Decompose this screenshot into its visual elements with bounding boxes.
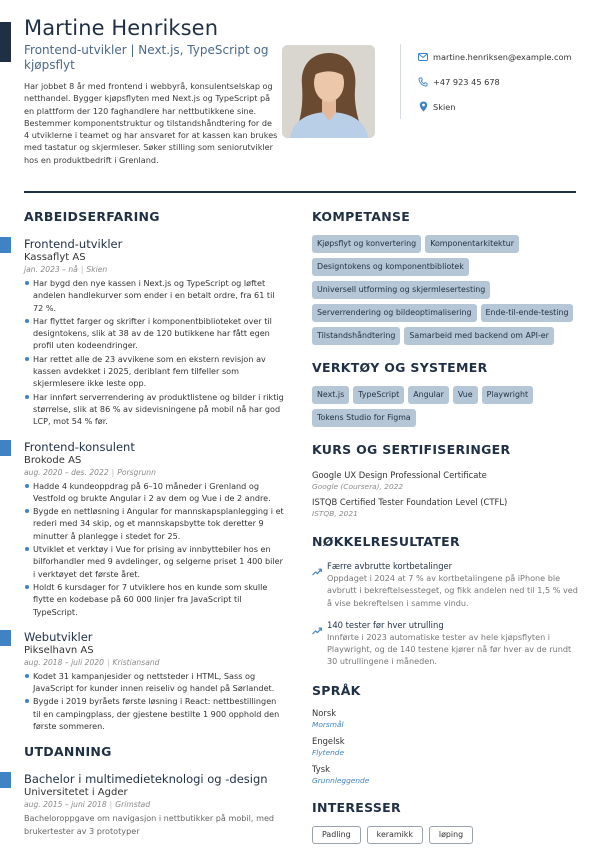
tool-chip: Playwright (482, 386, 533, 404)
interests-heading: INTERESSER (312, 799, 401, 815)
contact-email[interactable] (415, 44, 590, 69)
course-entry (312, 469, 582, 492)
job-location: Skien (86, 265, 108, 274)
results-list (312, 560, 582, 668)
job-marker (0, 440, 11, 456)
meta-separator: | (109, 800, 113, 810)
course-issuer: Google (Coursera), 2022 (312, 482, 404, 491)
job-bullet: Har innført serverrendering av produktlistene og bilder i riktig størrelse, slik at 86 % av sidevisningene på mobil nå har god LCP, mot 54 % før. (24, 391, 286, 428)
meta-separator: | (80, 265, 84, 274)
education-period: aug. 2015 – juni 2018 (24, 800, 107, 810)
tool-chip: Angular (408, 386, 449, 404)
job-bullets (24, 670, 286, 732)
result-description: Innførte i 2023 automatiske tester av hele kjøpsflyten i Playwright, og de 140 testene kjører nå før hver av de rundt 30 utrullingene i måneden. (327, 631, 572, 667)
interests-chips (312, 826, 582, 844)
portrait-image (282, 45, 375, 138)
job-location: Porsgrunn (117, 467, 156, 477)
job-company: Brokode AS (24, 454, 82, 466)
job-bullet: Kodet 31 kampanjesider og nettsteder i HTML, Sass og JavaScript for kunder innen reiseliv og handel på Sørlandet. (24, 670, 286, 695)
job-bullet: Holdt 6 kursdager for 7 utviklere hos en kunde som skulle flytte en kodebase på 60 000 linjer fra JavaScript til TypeScript. (24, 581, 286, 618)
skill-chip: Tilstandshåndtering (312, 327, 400, 345)
header-accent-bar (0, 22, 11, 62)
education-meta (24, 799, 286, 810)
language-level: Morsmål (312, 719, 344, 729)
result-body (327, 560, 582, 609)
interest-chip: løping (429, 826, 473, 844)
job-bullets (24, 480, 286, 618)
skill-chip: Universell utforming og skjermlesertesting (312, 281, 490, 299)
contact-location (415, 94, 590, 119)
tool-chip: Tokens Studio for Figma (312, 409, 416, 427)
courses-heading: KURS OG SERTIFISERINGER (312, 442, 511, 457)
tool-chip: Vue (453, 386, 478, 404)
job-title: Webutvikler (24, 629, 93, 644)
profile-photo (282, 45, 375, 138)
language-name: Engelsk (312, 735, 345, 746)
job-title: Frontend-utvikler (24, 237, 123, 251)
phone-icon (415, 77, 431, 87)
result-title: 140 tester før hver utrulling (327, 619, 444, 630)
mail-icon (415, 53, 431, 61)
education-location: Grimstad (115, 800, 151, 810)
course-issuer: ISTQB, 2021 (312, 509, 358, 518)
job-meta (24, 657, 286, 668)
meta-separator: | (106, 657, 110, 667)
course-entry (312, 496, 582, 519)
email-text: martine.henriksen@example.com (433, 51, 572, 62)
language-entry (312, 763, 582, 786)
languages-list (312, 707, 582, 786)
location-text: Skien (433, 101, 456, 112)
profile-summary: Har jobbet 8 år med frontend i webbyrå, konsulentselskap og netthandel. Bygger kjøpsflyten med Next.js og TypeScript på en plattform der 120 faghandlere har nettbutikkene sine. Bestemmer komponentstruktur og tilstandshåndtering for de 4 utviklerne i teamet og har ansvaret for at kassen kan brukes med tastatur og skjermleser. Søker stilling som seniorutvikler hos en produktbedrift i Grenland. (24, 81, 278, 165)
skill-chip: Komponentarkitektur (425, 235, 519, 253)
result-entry (312, 560, 582, 609)
skills-chips (312, 235, 582, 345)
meta-separator: | (111, 467, 115, 477)
education-entry (24, 772, 286, 837)
experience-list (24, 237, 286, 732)
header (24, 15, 279, 166)
degree-title: Bachelor i multimedieteknologi og -design (24, 772, 268, 787)
job-entry (24, 440, 286, 618)
contact-phone[interactable] (415, 69, 590, 94)
tool-chip: TypeScript (353, 386, 404, 404)
school-name: Universitetet i Agder (24, 787, 128, 799)
job-meta (24, 467, 286, 478)
map-pin-icon (415, 101, 431, 112)
language-entry (312, 707, 582, 730)
job-bullet: Bygde i 2019 byråets første løsning i React: nettbestillingen til en campingplass, der gjestene bestilte 1 900 opphold den første sommeren. (24, 695, 286, 732)
job-period: aug. 2020 – des. 2022 (24, 467, 109, 477)
job-company: Pikselhavn AS (24, 644, 94, 656)
trend-up-icon (312, 560, 327, 609)
job-company: Kassaflyt AS (24, 252, 86, 263)
job-bullet: Har flyttet farger og skrifter i komponentbiblioteket over til designtokens, slik at 38 av de 120 butikkene har fått egen profil uten kodeendringer. (24, 315, 286, 352)
left-column (24, 209, 286, 837)
job-meta (24, 264, 286, 275)
results-heading: NØKKELRESULTATER (312, 534, 460, 549)
language-entry (312, 735, 582, 758)
language-name: Tysk (312, 763, 330, 774)
job-bullet: Har rettet alle de 23 avvikene som en ekstern revisjon av kassen avdekket i 2025, deriblant fem tilfeller som skjermlesere ikke leste opp. (24, 353, 286, 390)
job-period: jan. 2023 – nå (24, 265, 78, 274)
contact-panel (400, 44, 590, 119)
course-name: ISTQB Certified Tester Foundation Level (CTFL) (312, 497, 508, 507)
candidate-title: Frontend-utvikler | Next.js, TypeScript og kjøpsflyt (24, 43, 269, 72)
job-location: Kristiansand (112, 657, 160, 667)
interest-chip: keramikk (367, 826, 423, 844)
course-name: Google UX Design Professional Certificate (312, 470, 487, 480)
job-entry (24, 237, 286, 428)
trend-up-icon (312, 619, 327, 668)
right-column (312, 209, 582, 844)
result-entry (312, 619, 582, 668)
skill-chip: Ende-til-ende-testing (481, 304, 574, 322)
job-period: aug. 2018 – juli 2020 (24, 657, 104, 667)
experience-heading: ARBEIDSERFARING (24, 209, 160, 224)
language-level: Flytende (312, 747, 345, 757)
skill-chip: Designtokens og komponentbibliotek (312, 258, 469, 276)
skill-chip: Serverrendering og bildeoptimalisering (312, 304, 477, 322)
education-description: Bacheloroppgave om navigasjon i nettbutikker på mobil, med brukertester av 3 prototyper (24, 813, 275, 836)
result-title: Færre avbrutte kortbetalinger (327, 561, 453, 571)
result-body (327, 619, 582, 668)
interest-chip: Padling (312, 826, 361, 844)
result-description: Oppdaget i 2024 at 7 % av kortbetalingene på iPhone ble avbrutt i bekreftelsessteget, og fikk andelen ned til 1,5 % ved å vise bekreftelsen i samme vindu. (327, 573, 578, 608)
languages-heading: SPRÅK (312, 682, 361, 698)
education-heading: UTDANNING (24, 744, 112, 760)
education-list (24, 772, 286, 837)
tools-chips (312, 386, 582, 427)
job-bullet: Utviklet et verktøy i Vue for prising av innbyttebiler hos en bilforhandler med 9 avdelinger, og selgerne priset 1 400 biler i verktøyet det første året. (24, 543, 286, 580)
tools-heading: VERKTØY OG SYSTEMER (312, 360, 488, 375)
language-name: Norsk (312, 707, 337, 718)
courses-list (312, 469, 582, 519)
job-bullet: Hadde 4 kundeoppdrag på 6–10 måneder i Grenland og Vestfold og brukte Angular i 2 av dem og Vue i de 2 andre. (24, 480, 286, 505)
job-marker (0, 237, 11, 253)
phone-text: +47 923 45 678 (433, 76, 500, 87)
job-marker (0, 630, 11, 646)
candidate-name: Martine Henriksen (24, 16, 219, 40)
job-entry (24, 630, 286, 732)
skill-chip: Kjøpsflyt og konvertering (312, 235, 421, 253)
job-bullet: Bygde en nettløsning i Angular for mannskapsplanlegging i et rederi med 34 skip, og et mannskapsbytte tok deretter 9 minutter å planlegge i stedet for 25. (24, 505, 286, 542)
job-bullet: Har bygd den nye kassen i Next.js og TypeScript og løftet andelen handlekurver som ender i en betalt ordre, fra 61 til 72 %. (24, 277, 286, 314)
job-title: Frontend-konsulent (24, 439, 135, 454)
skills-heading: KOMPETANSE (312, 209, 411, 224)
language-level: Grunnleggende (312, 775, 370, 785)
tool-chip: Next.js (312, 386, 349, 404)
job-bullets (24, 277, 286, 428)
education-marker (0, 772, 11, 788)
skill-chip: Samarbeid med backend om API-er (404, 327, 554, 345)
header-divider (24, 191, 576, 193)
